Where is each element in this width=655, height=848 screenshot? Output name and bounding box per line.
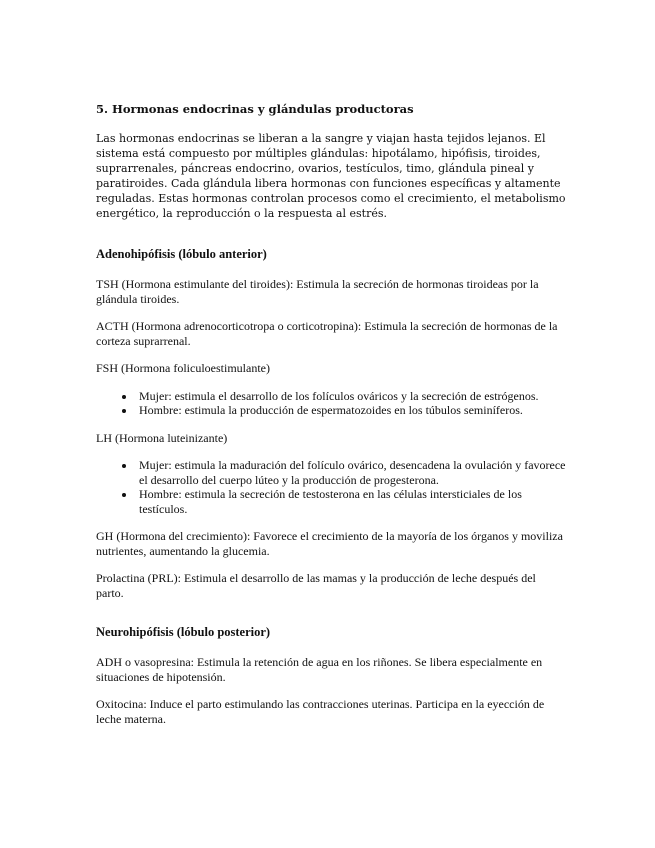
section-heading: 5. Hormonas endocrinas y glándulas productoras xyxy=(96,102,414,116)
list-item: • Mujer: estimula el desarrollo de los folículos ováricos y la secreción de estrógenos. xyxy=(136,389,566,404)
list-item: • Mujer: estimula la maduración del folículo ovárico, desencadena la ovulación y favorece el desarrollo del cuerpo lúteo y la producción de progesterona. xyxy=(136,458,566,487)
adh-paragraph: ADH o vasopresina: Estimula la retención de agua en los riñones. Se libera especialmente en situaciones de hipotensión. xyxy=(96,655,543,684)
list-item: • Hombre: estimula la secreción de testosterona en las células intersticiales de los testículos. xyxy=(136,487,566,516)
tsh-paragraph: TSH (Hormona estimulante del tiroides): Estimula la secreción de hormonas tiroideas por la glándula tiroides. xyxy=(96,277,539,306)
list-item: • Hombre: estimula la producción de espermatozoides en los túbulos seminíferos. xyxy=(136,403,566,418)
lh-paragraph: LH (Hormona luteinizante) xyxy=(96,430,228,445)
adenohipofisis-title: Adenohipófisis (lóbulo anterior) xyxy=(96,247,267,261)
gh-paragraph: GH (Hormona del crecimiento): Favorece el crecimiento de la mayoría de los órganos y moviliza nutrientes, aumentando la glucemia. xyxy=(96,529,563,558)
lh-list xyxy=(96,458,566,516)
fsh-list xyxy=(96,389,566,418)
acth-paragraph: ACTH (Hormona adrenocorticotropa o corticotropina): Estimula la secreción de hormonas de la corteza suprarrenal. xyxy=(96,319,558,348)
oxitocina-paragraph: Oxitocina: Induce el parto estimulando las contracciones uterinas. Participa en la eyección de leche materna. xyxy=(96,697,545,726)
document-page xyxy=(96,102,566,739)
neurohipofisis-title: Neurohipófisis (lóbulo posterior) xyxy=(96,625,271,639)
fsh-paragraph: FSH (Hormona foliculoestimulante) xyxy=(96,361,270,375)
intro-paragraph: Las hormonas endocrinas se liberan a la sangre y viajan hasta tejidos lejanos. El sistema está compuesto por múltiples glándulas: hipotálamo, hipófisis, tiroides, suprarrenales, páncreas endocrino, ovarios, testículos, timo, glándula pineal y paratiroides. Cada glándula libera hormonas con funciones específicas y altamente reguladas. Estas hormonas controlan procesos como el crecimiento, el metabolismo energético, la reproducción o la respuesta al estrés. xyxy=(96,132,566,220)
prl-paragraph: Prolactina (PRL): Estimula el desarrollo de las mamas y la producción de leche después del parto. xyxy=(96,571,536,600)
